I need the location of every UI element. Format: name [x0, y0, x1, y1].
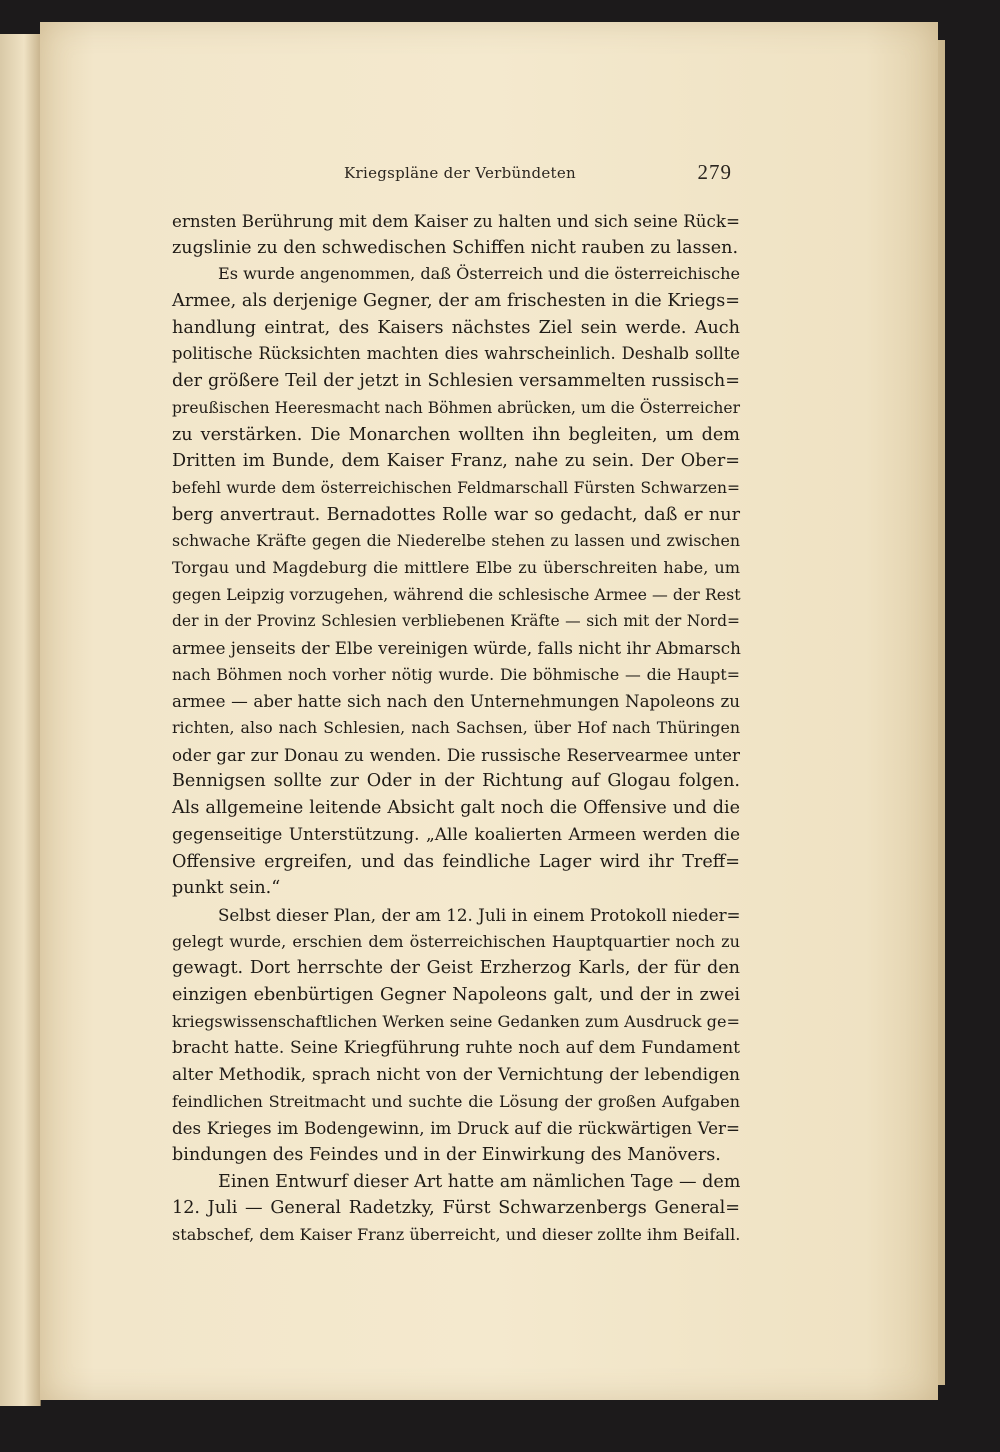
- text-line: richten, also nach Schlesien, nach Sachsen, über Hof nach Thüringen: [172, 718, 740, 738]
- text-line: Bennigsen sollte zur Oder in der Richtung auf Glogau folgen.: [172, 771, 740, 792]
- text-line: handlung eintrat, des Kaisers nächstes Ziel sein werde. Auch: [172, 317, 740, 338]
- text-line: gegenseitige Unterstützung. „Alle koalierten Armeen werden die: [172, 824, 740, 845]
- text-line: armee jenseits der Elbe vereinigen würde, falls nicht ihr Abmarsch: [172, 638, 741, 658]
- page-header: [172, 158, 732, 188]
- running-title: Kriegspläne der Verbündeten: [344, 164, 576, 182]
- text-line: ernsten Berührung mit dem Kaiser zu halten und sich seine Rück=: [172, 211, 740, 231]
- text-line: nach Böhmen noch vorher nötig wurde. Die böhmische — die Haupt=: [172, 664, 740, 684]
- text-line: Als allgemeine leitende Absicht galt noch die Offensive und die: [172, 798, 740, 819]
- text-line: Dritten im Bunde, dem Kaiser Franz, nahe zu sein. Der Ober=: [172, 451, 740, 472]
- text-line: Es wurde angenommen, daß Österreich und die österreichische: [218, 264, 741, 284]
- text-line: bindungen des Feindes und in der Einwirkung des Manövers.: [172, 1145, 721, 1166]
- text-line: alter Methodik, sprach nicht von der Vernichtung der lebendigen: [172, 1065, 740, 1085]
- text-line: oder gar zur Donau zu wenden. Die russische Reservearmee unter: [172, 744, 740, 765]
- text-line: der größere Teil der jetzt in Schlesien versammelten russisch=: [172, 371, 740, 392]
- page-number: 279: [697, 160, 732, 184]
- text-line: Offensive ergreifen, und das feindliche Lager wird ihr Treff=: [172, 851, 740, 872]
- text-line: zu verstärken. Die Monarchen wollten ihn begleiten, um dem: [172, 424, 740, 445]
- text-line: preußischen Heeresmacht nach Böhmen abrücken, um die Österreicher: [172, 398, 740, 417]
- text-line: punkt sein.“: [172, 878, 281, 899]
- text-line: gelegt wurde, erschien dem österreichischen Hauptquartier noch zu: [172, 931, 740, 951]
- facing-page-edge: [0, 34, 41, 1406]
- text-line: gewagt. Dort herrschte der Geist Erzherzog Karls, der für den: [172, 958, 740, 979]
- text-line: einzigen ebenbürtigen Gegner Napoleons galt, und der in zwei: [172, 984, 740, 1005]
- text-line: Einen Entwurf dieser Art hatte am nämlichen Tage — dem: [218, 1171, 741, 1192]
- text-line: 12. Juli — General Radetzky, Fürst Schwarzenbergs General=: [172, 1198, 740, 1219]
- text-line: berg anvertraut. Bernadottes Rolle war so gedacht, daß er nur: [172, 504, 740, 525]
- scan-background: [0, 1406, 1000, 1452]
- text-line: befehl wurde dem österreichischen Feldmarschall Fürsten Schwarzen=: [172, 478, 740, 497]
- text-line: schwache Kräfte gegen die Niederelbe stehen zu lassen und zwischen: [172, 531, 740, 551]
- text-line: zugslinie zu den schwedischen Schiffen nicht rauben zu lassen.: [172, 237, 739, 258]
- text-line: politische Rücksichten machten dies wahrscheinlich. Deshalb sollte: [172, 344, 740, 364]
- text-line: kriegswissenschaftlichen Werken seine Gedanken zum Ausdruck ge=: [172, 1011, 740, 1031]
- text-line: bracht hatte. Seine Kriegführung ruhte noch auf dem Fundament: [172, 1038, 740, 1059]
- text-line: Torgau und Magdeburg die mittlere Elbe zu überschreiten habe, um: [172, 557, 740, 577]
- text-line: Selbst dieser Plan, der am 12. Juli in einem Protokoll nieder=: [218, 904, 741, 925]
- text-line: gegen Leipzig vorzugehen, während die schlesische Armee — der Rest: [172, 584, 741, 604]
- text-line: armee — aber hatte sich nach den Unternehmungen Napoleons zu: [172, 691, 740, 712]
- text-line: Armee, als derjenige Gegner, der am frischesten in die Kriegs=: [172, 291, 740, 312]
- text-line: stabschef, dem Kaiser Franz überreicht, und dieser zollte ihm Beifall.: [172, 1225, 741, 1245]
- body-text: [172, 208, 740, 1249]
- text-line: des Krieges im Bodengewinn, im Druck auf die rückwärtigen Ver=: [172, 1118, 740, 1139]
- text-line: feindlichen Streitmacht und suchte die Lösung der großen Aufgaben: [172, 1091, 740, 1111]
- text-line: der in der Provinz Schlesien verbliebenen Kräfte — sich mit der Nord=: [172, 612, 740, 631]
